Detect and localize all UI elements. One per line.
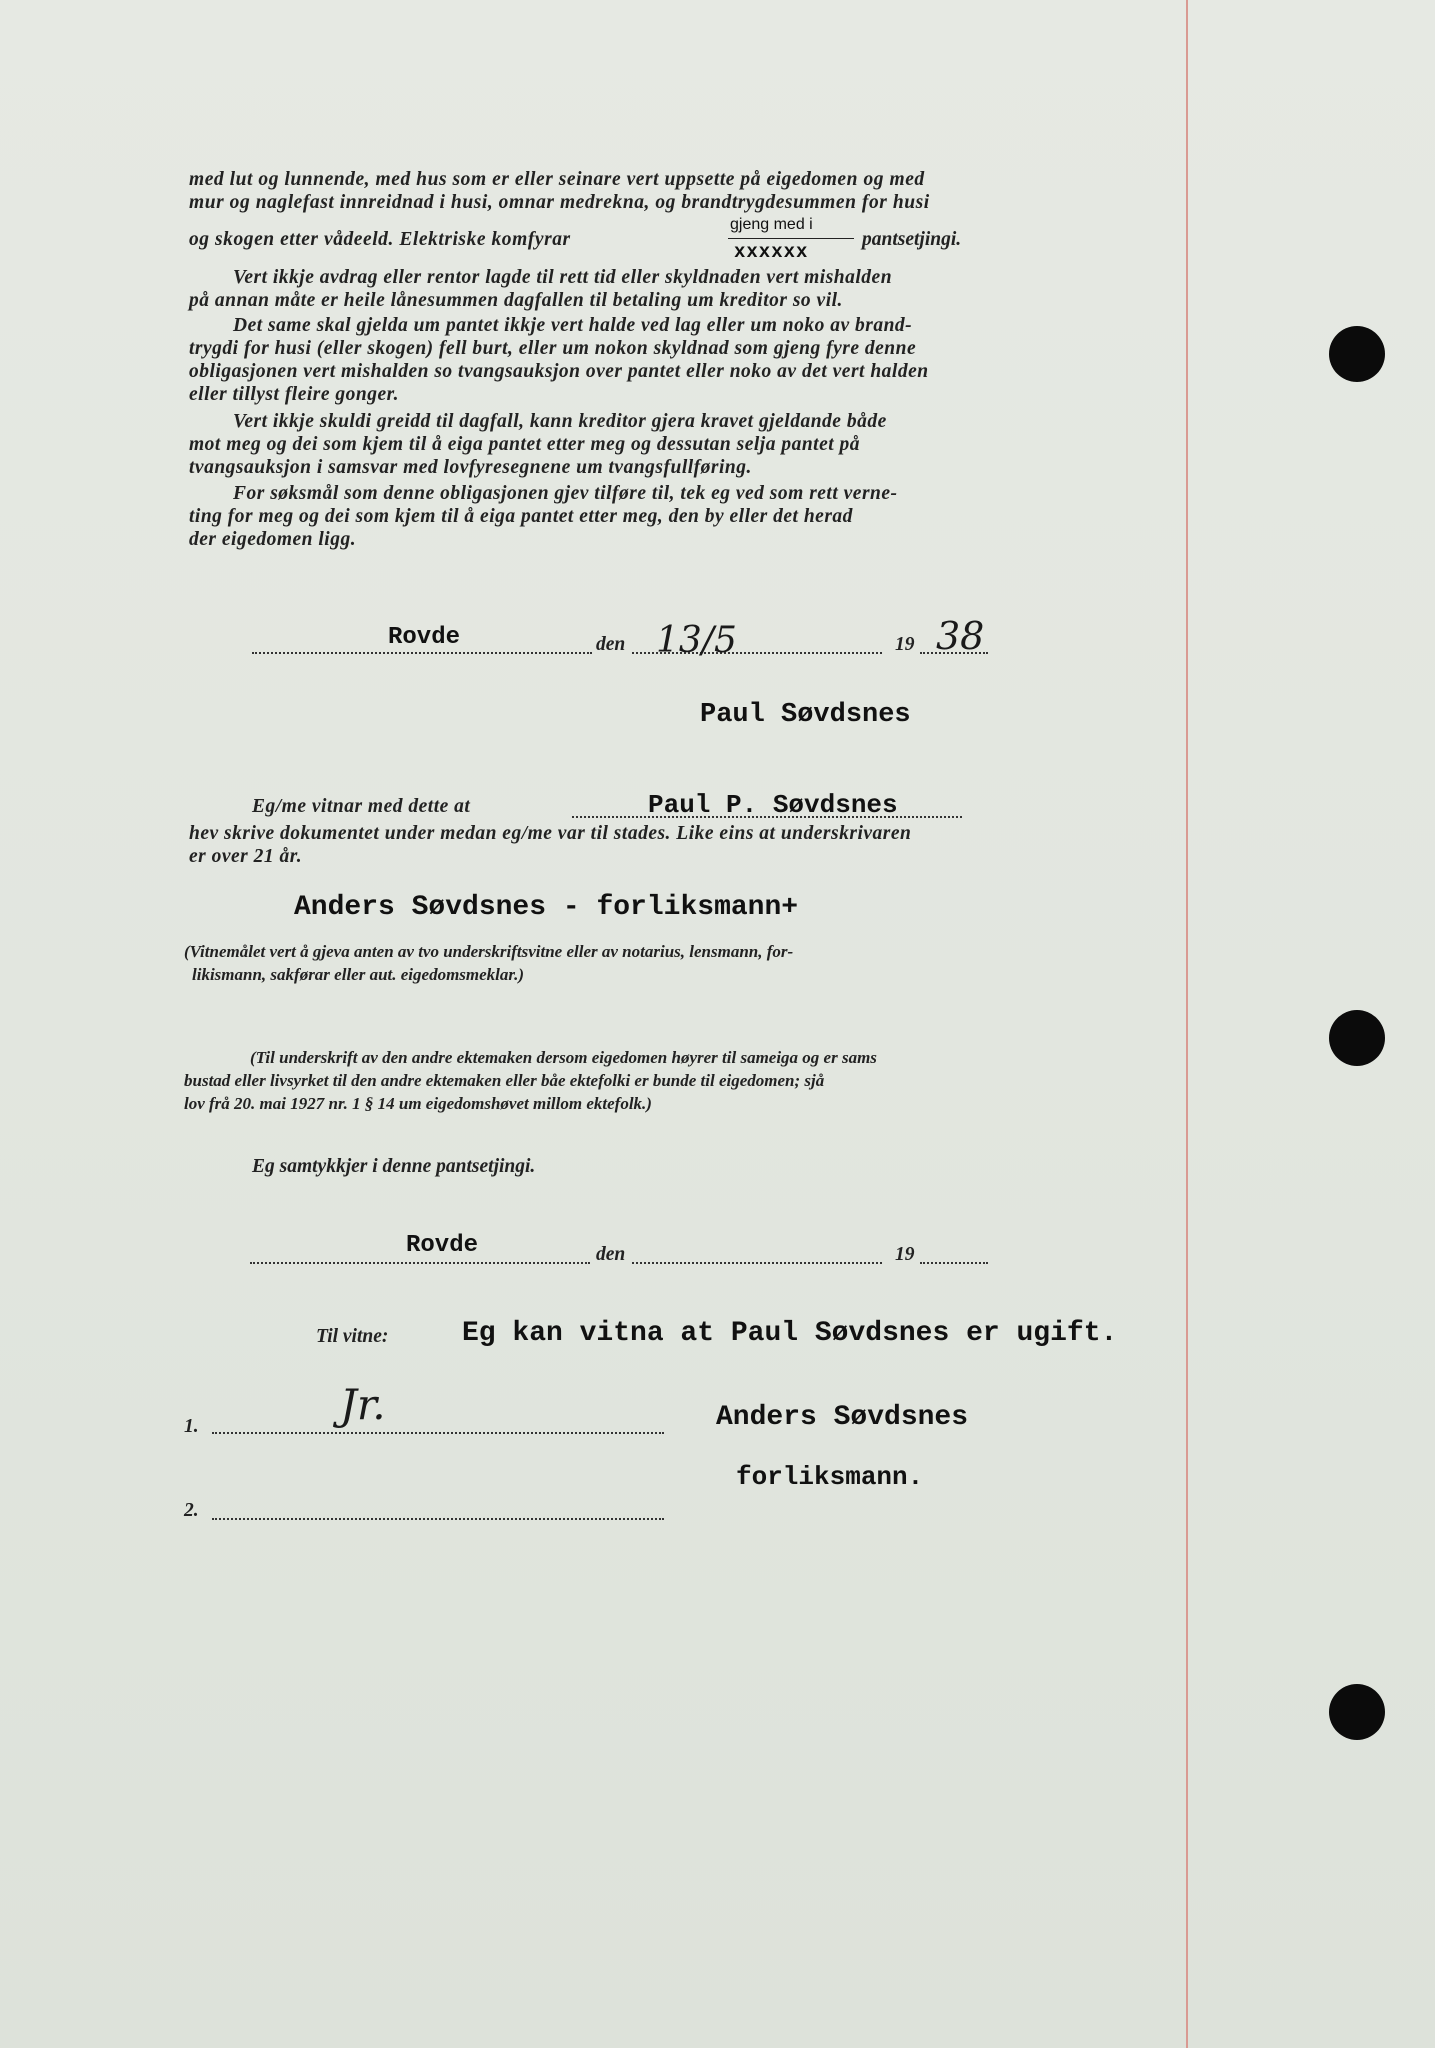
date-field: 13/5 — [656, 620, 737, 661]
clause-line: pantsetjingi. — [862, 229, 962, 250]
paragraph-2 — [189, 314, 1154, 406]
witness-text — [189, 822, 1164, 868]
witness-line-2: hev skrive dokumentet under medan eg/me var til stades. Like eins at underskrivaren — [189, 823, 912, 844]
para-line: der eigedomen ligg. — [189, 529, 357, 550]
consent-text: Eg samtykkjer i denne pantsetjingi. — [252, 1156, 536, 1177]
second-witness-title: forliksmann. — [736, 1462, 924, 1492]
date-line-2 — [632, 1262, 882, 1264]
witness-sign-line-2 — [212, 1518, 664, 1520]
para-line: obligasjonen vert mishalden so tvangsauksjon over pantet eller noko av det vert halden — [189, 361, 929, 382]
margin-rule — [1186, 0, 1188, 2048]
signature-name: Paul Søvdsnes — [700, 700, 911, 730]
century-label: 19 — [895, 634, 915, 655]
place-field: Rovde — [388, 624, 461, 651]
para-line: tvangsauksjon i samsvar med lovfyresegnene um tvangsfullføring. — [189, 457, 752, 478]
para-line: Vert ikkje avdrag eller rentor lagde til rett tid eller skyldnaden vert mishalden — [233, 267, 893, 288]
note-spouse — [250, 1046, 1160, 1069]
para-line: ting for meg og dei som kjem til å eiga pantet etter meg, den by eller det herad — [189, 506, 853, 527]
handwritten-initial: Jr. — [340, 1380, 386, 1429]
place-field-2: Rovde — [406, 1232, 479, 1259]
den-label-2: den — [596, 1244, 626, 1265]
para-line: på annan måte er heile lånesummen dagfallen til betaling um kreditor so vil. — [189, 290, 843, 311]
place-line-2 — [250, 1262, 590, 1264]
century-label-2: 19 — [895, 1244, 915, 1265]
clause-line: og skogen etter vådeeld. Elektriske komfyrar — [189, 229, 571, 250]
witness-signature: Anders Søvdsnes - forliksmann+ — [294, 892, 799, 923]
second-witness-name: Anders Søvdsnes — [716, 1402, 969, 1433]
note-line: bustad eller livsyrket til den andre ektemaken eller båe ektefolki er bunde til eigedomen; sjå — [184, 1071, 825, 1090]
clause-line: med lut og lunnende, med hus som er eller seinare vert uppsette på eigedomen og med — [189, 169, 925, 190]
paragraph-1 — [189, 266, 1154, 312]
year-field: 38 — [936, 614, 985, 658]
handwritten-insert: gjeng med i — [730, 216, 813, 233]
bleed-through — [1195, 600, 1415, 1100]
til-vitne-label: Til vitne: — [316, 1326, 389, 1347]
note-line: (Til underskrift av den andre ektemaken dersom eigedomen høyrer til sameiga og er sams — [250, 1048, 877, 1067]
para-line: Det same skal gjelda um pantet ikkje vert halde ved lag eller um noko av brand- — [233, 315, 913, 336]
para-line: trygdi for husi (eller skogen) fell burt, eller um nokon skyldnad som gjeng fyre denne — [189, 338, 917, 359]
note-spouse-cont — [184, 1069, 1159, 1115]
note-line: (Vitnemålet vert å gjeva anten av tvo underskriftsvitne eller av notarius, lensmann, for- — [184, 942, 794, 961]
para-line: Vert ikkje skuldi greidd til dagfall, kann kreditor gjera kravet gjeldande både — [233, 411, 887, 432]
clause-line: mur og naglefast innreidnad i husi, omnar medrekna, og brandtrygdesummen for husi — [189, 192, 930, 213]
note-witness-rules — [184, 940, 1159, 986]
witness-line-1-label: 1. — [184, 1416, 199, 1437]
punch-hole-bottom — [1329, 1684, 1385, 1740]
insert-rule — [728, 238, 854, 239]
clause-line-3 — [189, 228, 571, 251]
den-label: den — [596, 634, 626, 655]
year-line-2 — [920, 1262, 988, 1264]
note-line: likismann, sakførar eller aut. eigedomsmeklar.) — [192, 965, 524, 984]
witness-line-3: er over 21 år. — [189, 846, 303, 867]
witness-sign-line-1 — [212, 1432, 664, 1434]
paragraph-3 — [189, 410, 1154, 479]
note-line: lov frå 20. mai 1927 nr. 1 § 14 um eigedomshøvet millom ektefolk.) — [184, 1094, 652, 1113]
paragraph-4 — [189, 482, 1154, 551]
witness-line-2-label: 2. — [184, 1500, 199, 1521]
til-vitne-statement: Eg kan vitna at Paul Søvdsnes er ugift. — [462, 1318, 1118, 1349]
struck-word: xxxxxx — [734, 241, 809, 263]
place-line — [252, 652, 592, 654]
para-line: eller tillyst fleire gonger. — [189, 384, 400, 405]
insert-annotation — [728, 218, 854, 268]
para-line: mot meg og dei som kjem til å eiga pantet etter meg og dessutan selja pantet på — [189, 434, 861, 455]
witness-prefix: Eg/me vitnar med dette at — [252, 796, 471, 817]
para-line: For søksmål som denne obligasjonen gjev tilføre til, tek eg ved som rett verne- — [233, 483, 898, 504]
witness-name: Paul P. Søvdsnes — [648, 790, 898, 820]
punch-hole-top — [1329, 326, 1385, 382]
clause-text — [189, 168, 1154, 214]
